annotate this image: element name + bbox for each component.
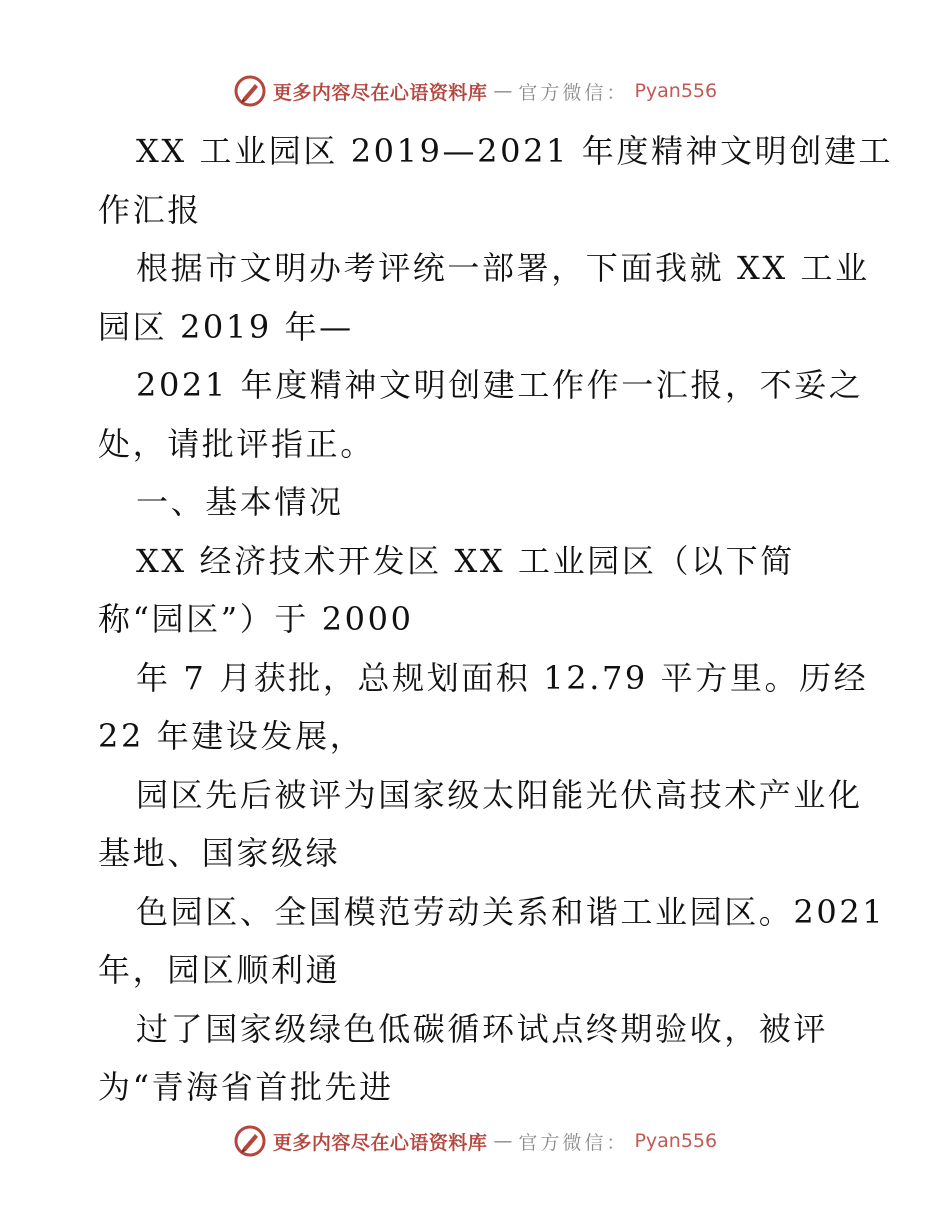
text-line: 基地、国家级绿 [98,834,341,872]
text-line: 色园区、全国模范劳动关系和谐工业园区。2021 [136,892,886,931]
text-line: 2021 年度精神文明创建工作作一汇报，不妥之 [136,366,864,404]
text-line: 处，请批评指正。 [98,424,375,463]
pen-logo-icon [233,1124,267,1158]
watermark-footer [0,1124,950,1158]
pen-logo-icon [233,74,267,108]
watermark-account: Pyan556 [634,80,718,102]
watermark-label: 官方微信： [518,81,629,104]
watermark-separator: — [493,80,513,102]
section-heading: 一、基本情况 [136,483,344,521]
text-line: 根据市文明办考评统一部署，下面我就 XX 工业 [136,249,870,287]
watermark-header [0,74,950,108]
text-line: XX 经济技术开发区 XX 工业园区（以下简 [136,541,795,580]
watermark-site: 更多内容尽在心语资料库 [272,81,488,104]
text-line: 园区先后被评为国家级太阳能光伏高技术产业化 [136,775,863,814]
text-line: 年 7 月获批，总规划面积 12.79 平方里。历经 [136,658,869,697]
text-line: 作汇报 [98,190,202,229]
text-line: 为“青海省首批先进 [98,1068,394,1106]
watermark-account: Pyan556 [634,1130,718,1152]
document-body [98,122,894,1117]
text-line: 称“园区”）于 2000 [98,600,414,638]
watermark-separator: — [493,1130,513,1152]
text-line: 年，园区顺利通 [98,951,341,989]
watermark-site: 更多内容尽在心语资料库 [272,1131,488,1154]
text-line: 22 年建设发展， [98,717,365,755]
text-line: 过了国家级绿色低碳循环试点终期验收，被评 [136,1009,829,1048]
watermark-label: 官方微信： [518,1131,629,1154]
text-line: 园区 2019 年— [98,307,354,346]
text-line: XX 工业园区 2019—2021 年度精神文明创建工 [136,132,894,170]
